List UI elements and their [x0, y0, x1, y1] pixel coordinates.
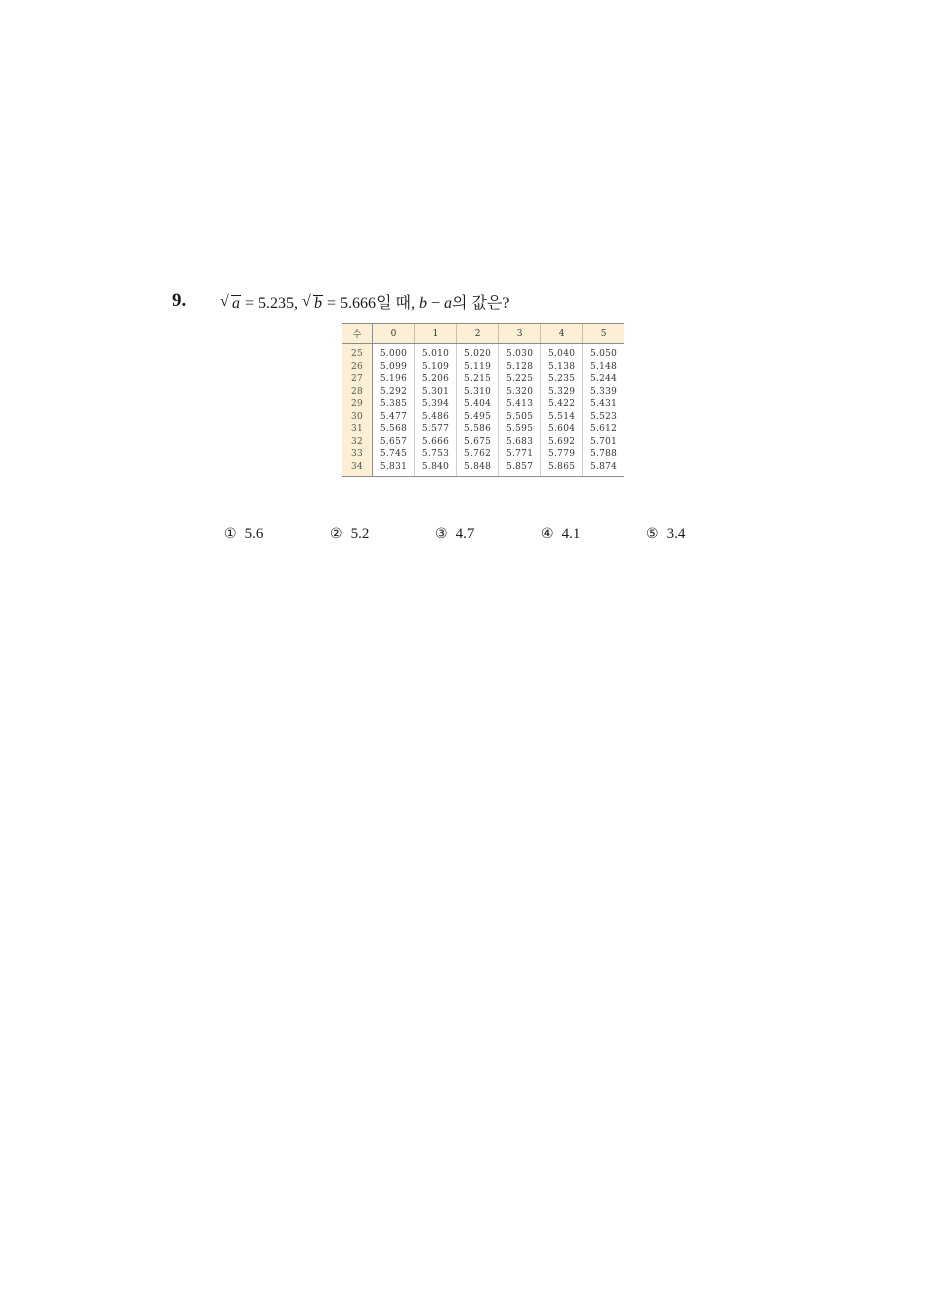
- value-cell: 5.422: [541, 398, 583, 411]
- answer-choice-4[interactable]: [541, 526, 580, 543]
- value-cell: 5.030: [499, 344, 541, 361]
- value-cell: 5.235: [541, 373, 583, 386]
- value-cell: 5.586: [457, 423, 499, 436]
- table-row: [342, 386, 624, 399]
- question-number: 9.: [172, 290, 187, 311]
- value-cell: 5.779: [541, 448, 583, 461]
- value-cell: 5.320: [499, 386, 541, 399]
- condition-text: 일 때,: [376, 295, 419, 312]
- choice-value: 4.1: [561, 526, 581, 542]
- value-cell: 5.138: [541, 361, 583, 374]
- value-cell: 5.595: [499, 423, 541, 436]
- equation-2: = 5.666: [323, 295, 377, 312]
- row-label-cell: 33: [342, 448, 373, 461]
- square-root-table: [342, 323, 624, 480]
- value-cell: 5.109: [415, 361, 457, 374]
- value-cell: 5.215: [457, 373, 499, 386]
- choice-value: 4.7: [455, 526, 475, 542]
- value-cell: 5.244: [583, 373, 624, 386]
- header-cell: 2: [457, 324, 499, 344]
- value-cell: 5.225: [499, 373, 541, 386]
- value-cell: 5.394: [415, 398, 457, 411]
- table-row: [342, 361, 624, 374]
- row-label-cell: 25: [342, 344, 373, 361]
- value-cell: 5.666: [415, 436, 457, 449]
- value-cell: 5.865: [541, 461, 583, 477]
- value-cell: 5.831: [373, 461, 415, 477]
- choice-value: 5.2: [350, 526, 370, 542]
- table-row: [342, 423, 624, 436]
- expr-b: b: [418, 295, 427, 312]
- value-cell: 5.577: [415, 423, 457, 436]
- value-cell: 5.206: [415, 373, 457, 386]
- value-cell: 5.339: [583, 386, 624, 399]
- value-cell: 5.771: [499, 448, 541, 461]
- answer-choice-1[interactable]: [224, 526, 263, 543]
- radical-sign-icon: √: [302, 293, 311, 310]
- value-cell: 5.099: [373, 361, 415, 374]
- table-header-row: [342, 324, 624, 344]
- square-root-table-grid: [342, 323, 624, 477]
- minus-sign: −: [426, 295, 445, 312]
- table-row: [342, 344, 624, 361]
- sqrt-b: [302, 295, 323, 313]
- choice-number-icon: ④: [541, 526, 554, 542]
- row-label-cell: 31: [342, 423, 373, 436]
- choice-value: 5.6: [244, 526, 264, 542]
- header-cell: 0: [373, 324, 415, 344]
- value-cell: 5.683: [499, 436, 541, 449]
- value-cell: 5.657: [373, 436, 415, 449]
- row-label-cell: 27: [342, 373, 373, 386]
- row-label-cell: 32: [342, 436, 373, 449]
- value-cell: 5.857: [499, 461, 541, 477]
- header-cell: 수: [342, 324, 373, 344]
- var-b: b: [314, 295, 323, 312]
- value-cell: 5.523: [583, 411, 624, 424]
- value-cell: 5.604: [541, 423, 583, 436]
- table-row: [342, 411, 624, 424]
- header-cell: 4: [541, 324, 583, 344]
- value-cell: 5.119: [457, 361, 499, 374]
- table-row: [342, 436, 624, 449]
- value-cell: 5.310: [457, 386, 499, 399]
- answer-choice-5[interactable]: [646, 526, 685, 543]
- row-label-cell: 34: [342, 461, 373, 477]
- value-cell: 5.753: [415, 448, 457, 461]
- choice-number-icon: ⑤: [646, 526, 659, 542]
- table-row: [342, 448, 624, 461]
- value-cell: 5.874: [583, 461, 624, 477]
- answer-choice-2[interactable]: [330, 526, 369, 543]
- row-label-cell: 29: [342, 398, 373, 411]
- row-label-cell: 30: [342, 411, 373, 424]
- choice-value: 3.4: [666, 526, 686, 542]
- value-cell: 5.675: [457, 436, 499, 449]
- value-cell: 5.148: [583, 361, 624, 374]
- value-cell: 5.010: [415, 344, 457, 361]
- value-cell: 5.404: [457, 398, 499, 411]
- choice-number-icon: ②: [330, 526, 343, 542]
- value-cell: 5.692: [541, 436, 583, 449]
- value-cell: 5.745: [373, 448, 415, 461]
- value-cell: 5.848: [457, 461, 499, 477]
- value-cell: 5.505: [499, 411, 541, 424]
- value-cell: 5.128: [499, 361, 541, 374]
- choice-number-icon: ①: [224, 526, 237, 542]
- value-cell: 5.840: [415, 461, 457, 477]
- value-cell: 5.292: [373, 386, 415, 399]
- value-cell: 5.329: [541, 386, 583, 399]
- radical-sign-icon: √: [220, 293, 229, 310]
- table-row: [342, 398, 624, 411]
- question-stem: [220, 290, 510, 313]
- answer-choices: [224, 526, 744, 548]
- value-cell: 5.040: [541, 344, 583, 361]
- question-tail: 의 값은?: [452, 295, 510, 312]
- header-cell: 3: [499, 324, 541, 344]
- value-cell: 5.788: [583, 448, 624, 461]
- row-label-cell: 26: [342, 361, 373, 374]
- question-9: [172, 286, 872, 320]
- equation-1: = 5.235,: [241, 295, 303, 312]
- value-cell: 5.385: [373, 398, 415, 411]
- value-cell: 5.413: [499, 398, 541, 411]
- value-cell: 5.762: [457, 448, 499, 461]
- value-cell: 5.568: [373, 423, 415, 436]
- value-cell: 5.701: [583, 436, 624, 449]
- value-cell: 5.196: [373, 373, 415, 386]
- expr-a: a: [444, 295, 453, 312]
- sqrt-a: [220, 295, 241, 313]
- value-cell: 5.050: [583, 344, 624, 361]
- answer-choice-3[interactable]: [435, 526, 474, 543]
- var-a: a: [232, 295, 240, 312]
- value-cell: 5.000: [373, 344, 415, 361]
- table-row: [342, 461, 624, 477]
- header-cell: 5: [583, 324, 624, 344]
- value-cell: 5.301: [415, 386, 457, 399]
- value-cell: 5.495: [457, 411, 499, 424]
- value-cell: 5.612: [583, 423, 624, 436]
- table-row: [342, 373, 624, 386]
- value-cell: 5.431: [583, 398, 624, 411]
- row-label-cell: 28: [342, 386, 373, 399]
- choice-number-icon: ③: [435, 526, 448, 542]
- value-cell: 5.477: [373, 411, 415, 424]
- header-cell: 1: [415, 324, 457, 344]
- value-cell: 5.514: [541, 411, 583, 424]
- value-cell: 5.020: [457, 344, 499, 361]
- value-cell: 5.486: [415, 411, 457, 424]
